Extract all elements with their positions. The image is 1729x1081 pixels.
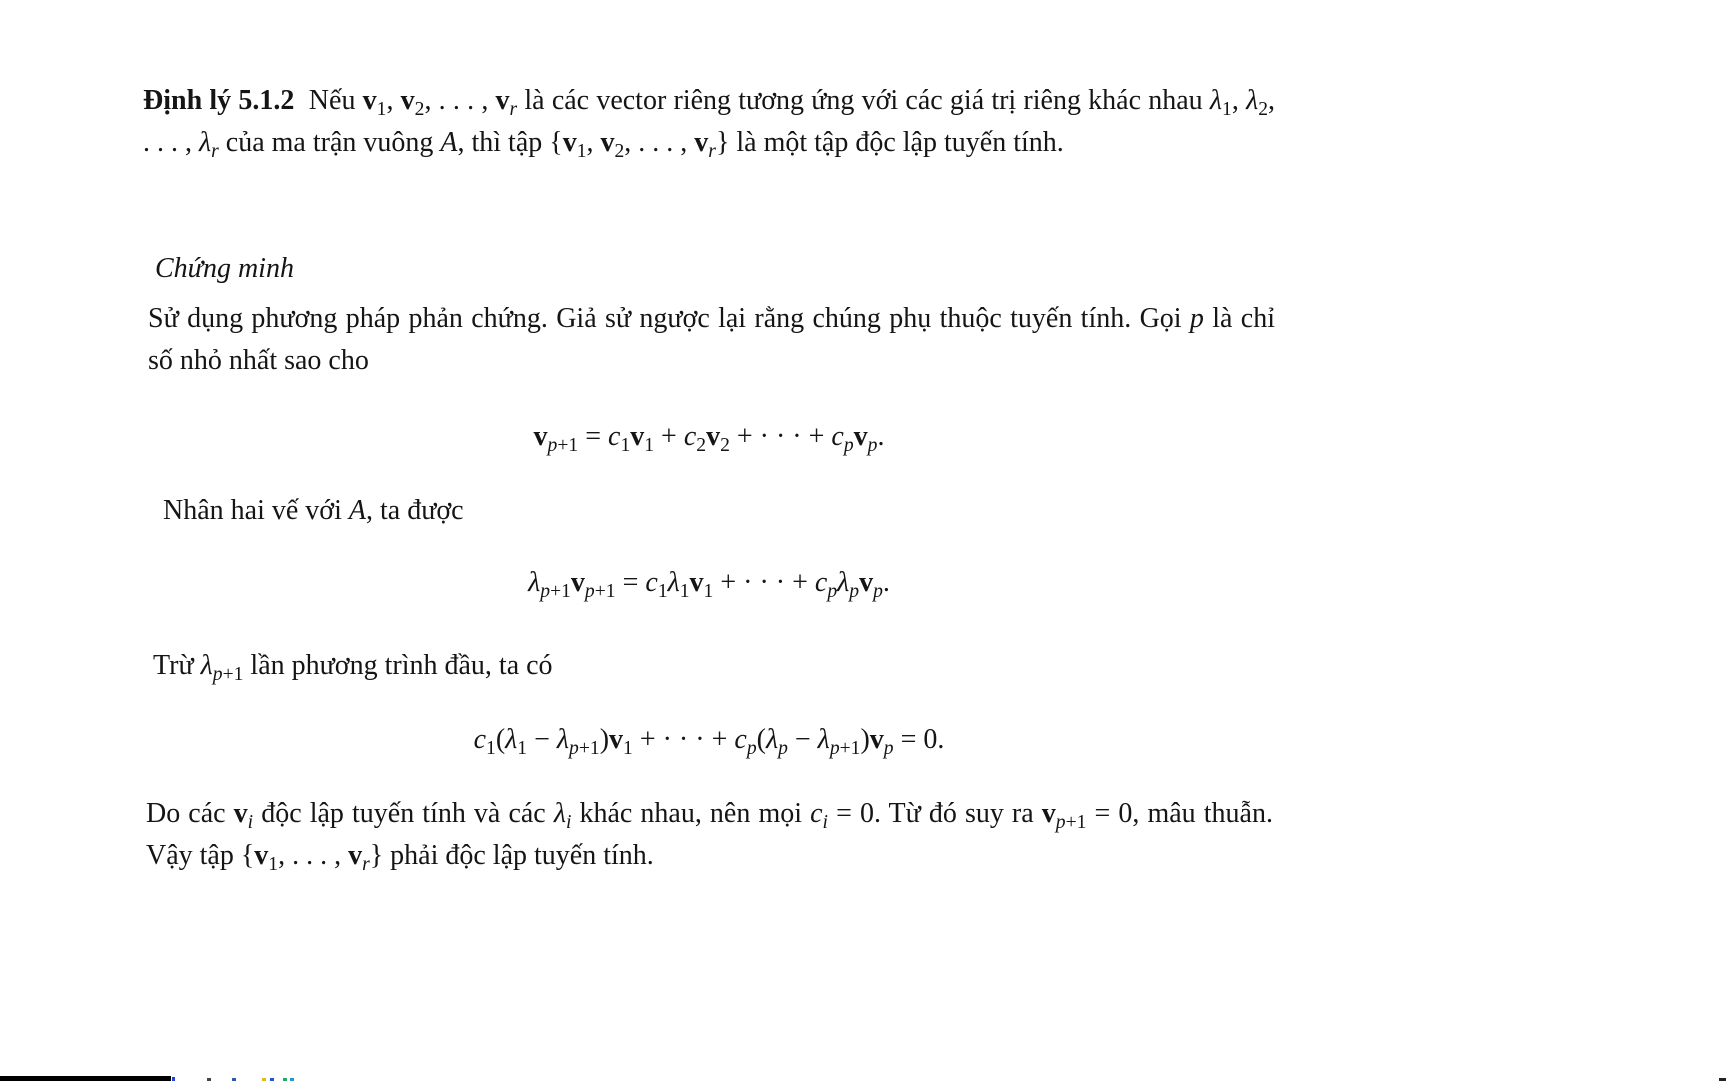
text-run: i <box>565 811 572 833</box>
text-run: . <box>877 421 885 452</box>
text-run: λ <box>817 724 830 755</box>
text-run: c <box>734 724 747 755</box>
text-run: λ <box>200 650 213 681</box>
equation-difference-zero <box>143 720 1275 760</box>
text-run: , thì tập { <box>457 127 563 158</box>
text-run: 1 <box>623 737 633 759</box>
text-run: , <box>386 85 401 116</box>
text-run: +1 <box>557 434 579 456</box>
text-run: v <box>859 567 874 598</box>
text-run: khác nhau, nên mọi <box>571 798 811 829</box>
text-run: v <box>694 127 709 158</box>
text-run: v <box>853 421 868 452</box>
text-run: = <box>578 421 608 452</box>
text-run: p <box>584 580 595 602</box>
text-run: v <box>348 840 363 871</box>
text-run: , <box>586 127 601 158</box>
conclusion-paragraph <box>146 793 1280 877</box>
text-run: 2 <box>1258 98 1268 120</box>
text-run: 2 <box>720 434 730 456</box>
text-run: } phải độc lập tuyến tính. <box>369 840 654 871</box>
text-run: = <box>615 567 646 598</box>
text-run: ) <box>860 724 870 755</box>
text-run: v <box>562 127 577 158</box>
text-run: p <box>849 580 860 602</box>
text-run: c <box>608 421 621 452</box>
text-run: A <box>440 127 458 158</box>
text-run: v <box>570 567 585 598</box>
text-run: v <box>254 840 269 871</box>
text-run: của ma trận vuông <box>218 127 441 158</box>
text-run: v <box>869 724 884 755</box>
text-run: . <box>882 567 890 598</box>
text-run: v <box>630 421 645 452</box>
text-run: λ <box>1209 85 1223 116</box>
text-run: = 0. Từ đó suy ra <box>827 798 1042 829</box>
text-run: λ <box>667 567 680 598</box>
text-run: + · · · + <box>632 724 735 755</box>
text-run: = 0, mâu thuẫn. Vậy tập { <box>146 798 1280 871</box>
text-run: 1 <box>657 580 668 602</box>
text-run: , . . . , <box>424 85 496 116</box>
text-run: p <box>873 580 883 602</box>
text-run: c <box>814 567 828 598</box>
proof-heading <box>155 248 294 290</box>
text-run: , . . . , <box>624 127 695 158</box>
text-run: ( <box>756 724 766 755</box>
text-run: 1 <box>576 140 587 162</box>
text-run: Sử dụng phương pháp phản chứng. Giả sử ngược lại rằng chúng phụ thuộc tuyến tính. Gọi <box>148 303 1190 334</box>
subtract-paragraph <box>153 645 553 687</box>
text-run: là các vector riêng tương ứng với các giá trị riêng khác nhau <box>517 85 1210 116</box>
text-run: λ <box>553 798 566 829</box>
pixel-speck <box>172 1077 175 1081</box>
text-run: λ <box>765 724 779 755</box>
text-run: c <box>683 421 697 452</box>
text-run: v <box>233 798 248 829</box>
text-run: 1 <box>679 580 690 602</box>
text-run: − <box>787 724 818 755</box>
text-run: p <box>1189 303 1204 334</box>
text-run: Chứng minh <box>155 253 294 284</box>
text-run: v <box>362 85 377 116</box>
text-run: v <box>706 421 721 452</box>
text-run: +1 <box>594 580 616 602</box>
text-run: p <box>778 737 788 759</box>
text-run: 1 <box>376 98 387 120</box>
text-run: p <box>867 434 878 456</box>
text-run: p <box>212 663 223 685</box>
text-run: c <box>473 724 487 755</box>
text-run: 1 <box>644 434 655 456</box>
text-run: v <box>400 85 415 116</box>
text-run: c <box>810 798 823 829</box>
text-run: độc lập tuyến tính và các <box>253 798 554 829</box>
text-run: p <box>746 737 757 759</box>
text-run: +1 <box>578 737 600 759</box>
text-run: v <box>609 724 624 755</box>
text-run: +1 <box>839 737 861 759</box>
text-run: 1 <box>1222 98 1232 120</box>
text-run: p <box>883 737 894 759</box>
text-run: A <box>348 495 366 526</box>
text-run: p <box>827 580 838 602</box>
text-run: 1 <box>703 580 714 602</box>
text-run: p <box>547 434 558 456</box>
text-run: + · · · + <box>729 421 832 452</box>
text-run: c <box>645 567 658 598</box>
text-run: i <box>247 811 254 833</box>
text-run: , ta được <box>365 495 464 526</box>
text-run: + · · · + <box>713 567 815 598</box>
text-run: r <box>509 98 518 120</box>
text-run: p <box>540 580 551 602</box>
equation-linear-combination <box>143 417 1275 457</box>
text-run: λ <box>556 724 570 755</box>
text-run: Do các <box>146 798 234 829</box>
text-run: +1 <box>1065 811 1087 833</box>
text-run: p <box>569 737 579 759</box>
multiply-paragraph <box>163 490 464 532</box>
text-run: = 0. <box>893 724 945 755</box>
text-run: λ <box>528 567 541 598</box>
text-run: v <box>689 567 704 598</box>
text-run: 1 <box>620 434 631 456</box>
text-run: r <box>708 140 716 162</box>
text-run: + <box>654 421 684 452</box>
text-run: 1 <box>517 737 528 759</box>
text-run: v <box>1041 798 1056 829</box>
proof-intro-paragraph <box>148 298 1282 382</box>
text-run: 2 <box>614 140 625 162</box>
text-run: 2 <box>696 434 707 456</box>
text-run: λ <box>505 724 518 755</box>
bottom-edge-line <box>0 1076 171 1081</box>
text-run: − <box>527 724 557 755</box>
text-run: v <box>495 85 510 116</box>
text-run: v <box>533 421 548 452</box>
text-run: 2 <box>414 98 425 120</box>
text-run: Định lý 5.1.2 <box>143 85 295 116</box>
text-run: +1 <box>550 580 571 602</box>
text-run: i <box>822 811 828 833</box>
text-run: là chỉ số nhỏ nhất sao cho <box>148 303 1282 376</box>
text-run: lần phương trình đầu, ta có <box>243 650 553 681</box>
text-run: , . . . , <box>143 85 1282 158</box>
text-run: 1 <box>486 737 496 759</box>
text-run: p <box>1055 811 1066 833</box>
text-run: Nếu <box>294 85 363 116</box>
text-run: Nhân hai vế với <box>163 495 349 526</box>
equation-multiplied-by-A <box>143 563 1275 603</box>
text-run: p <box>829 737 840 759</box>
text-run: 1 <box>268 853 279 875</box>
text-run: , <box>1231 85 1247 116</box>
text-run: c <box>831 421 844 452</box>
theorem-paragraph <box>143 80 1282 164</box>
text-run: +1 <box>222 663 244 685</box>
text-run: } là một tập độc lập tuyến tính. <box>715 127 1064 158</box>
text-run: λ <box>837 567 850 598</box>
text-run: λ <box>199 127 212 158</box>
text-run: r <box>362 853 370 875</box>
text-run: ( <box>495 724 506 755</box>
text-run: ) <box>599 724 610 755</box>
text-run: r <box>211 140 219 162</box>
text-run: Trừ <box>153 650 201 681</box>
text-run: v <box>600 127 615 158</box>
text-run: p <box>843 434 854 456</box>
text-run: , . . . , <box>278 840 349 871</box>
text-run: λ <box>1246 85 1259 116</box>
